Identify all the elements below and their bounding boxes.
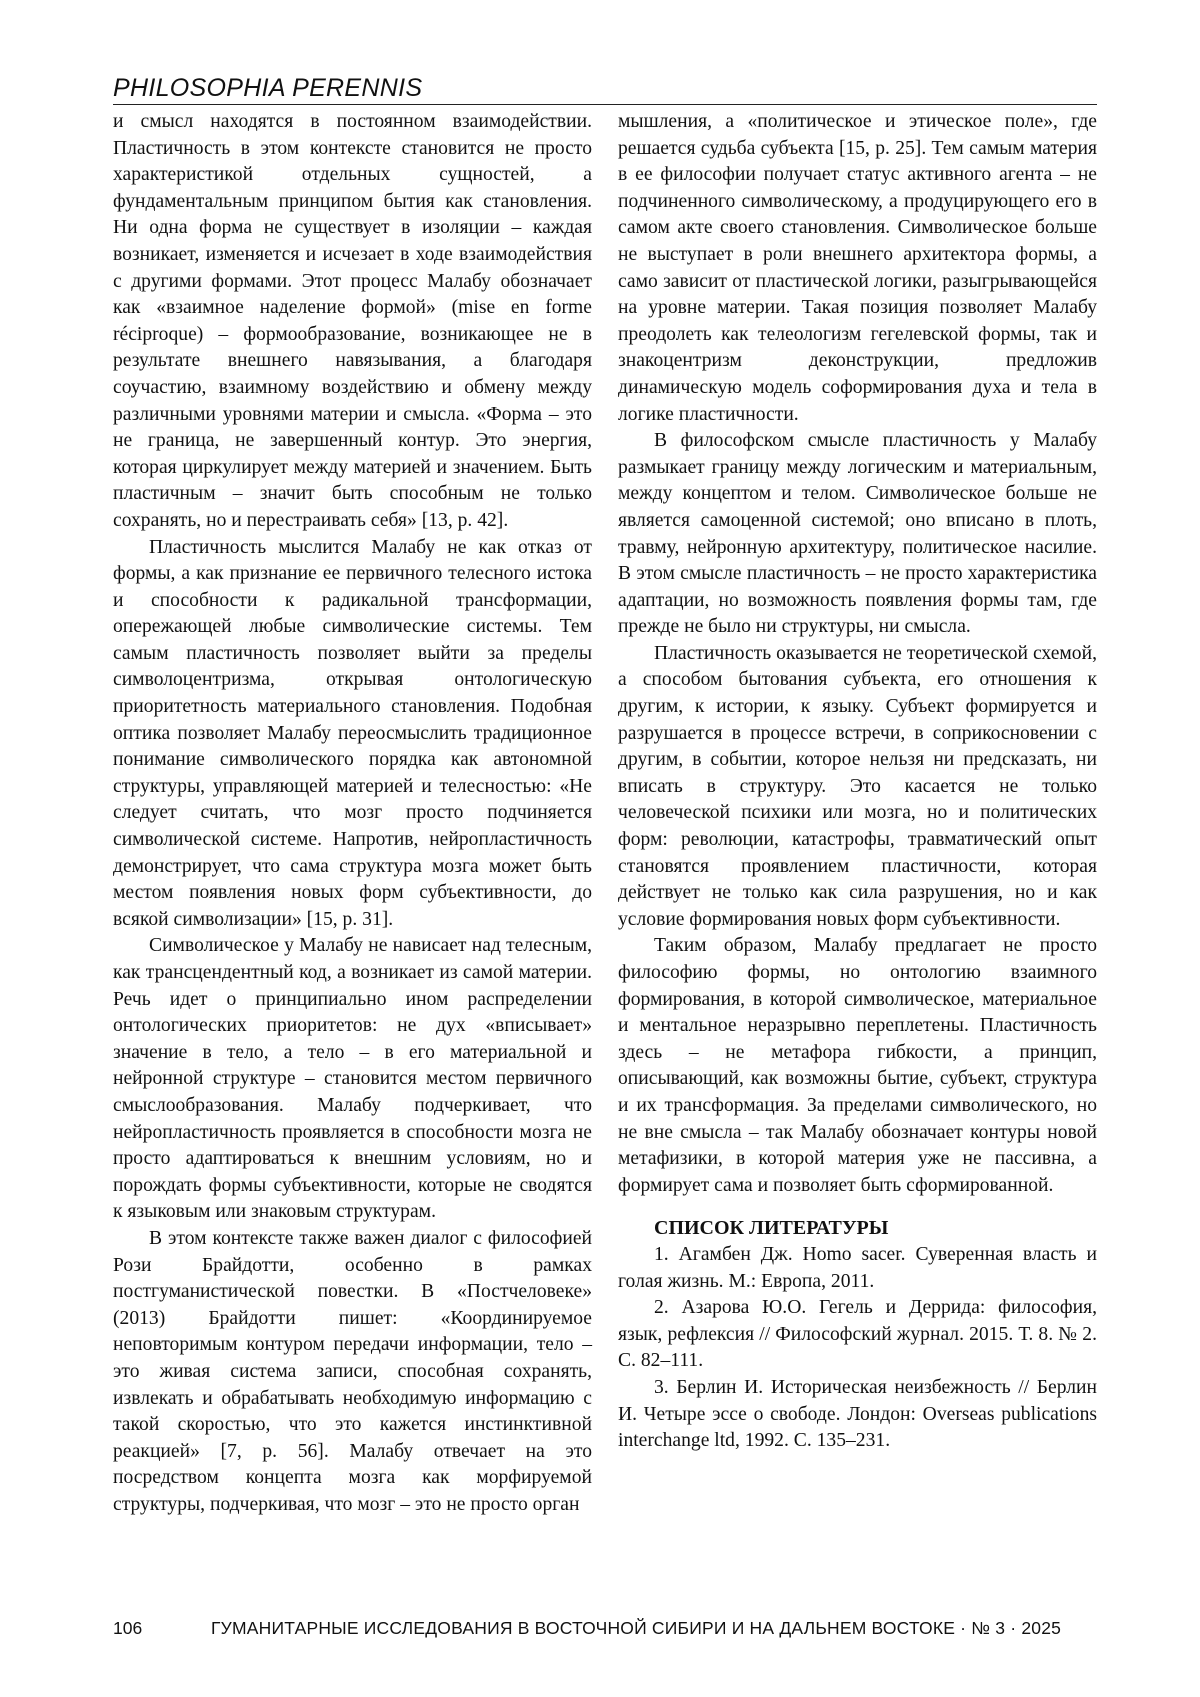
reference-item: 2. Азарова Ю.О. Гегель и Деррида: философия, язык, рефлексия // Философский журнал. 2015. Т. 8. № 2. С. 82–111. — [618, 1297, 1097, 1372]
paragraph: Пластичность оказывается не теоретической схемой, а способом бытования субъекта, его отношения к другим, к истории, к языку. Субъект формируется и разрушается в процессе встречи, в соприкосновении с другим, в событии, которое нельзя ни предсказать, ни вписать в структуру. Это касается не только человеческой психики или мозга, но и политических форм: революции, катастрофы, травматический опыт становятся проявлением пластичности, которая действует не только как сила разрушения, но и как условие формирования новых форм субъективности. — [618, 642, 1097, 930]
paragraph: В этом контексте также важен диалог с философией Рози Брайдотти, особенно в рамках постгуманистической повестки. В «Постчеловеке» (2013) Брайдотти пишет: «Координируемое неповторимым контуром передачи информации, тело – это живая система записи, способная сохранять, извлекать и обрабатывать необходимую информацию с такой скоростью, что это кажется инстинктивной реакцией» [7, p. 56]. Малабу отвечает на это посредством концепта мозга как морфируемой структуры, подчеркивая, что мозг – это не просто орган — [113, 1227, 592, 1515]
paragraph: Таким образом, Малабу предлагает не просто философию формы, но онтологию взаимного формирования, в которой символическое, материальное и ментальное неразрывно переплетены. Пластичность здесь – не метафора гибкости, а принцип, описывающий, как возможны бытие, субъект, структура и их трансформация. За пределами символического, но не вне смысла – так Малабу обозначает контуры новой метафизики, в которой материя уже не пассивна, а формирует сама и позволяет быть сформированной. — [618, 935, 1097, 1196]
paragraph: Пластичность мыслится Малабу не как отказ от формы, а как признание ее первичного телесного истока и способности к радикальной трансформации, опережающей любые символические системы. Тем самым пластичность позволяет выйти за пределы символоцентризма, открывая онтологическую приоритетность материального становления. Подобная оптика позволяет Малабу переосмыслить традиционное понимание символического порядка как автономной структуры, управляющей материей и телесностью: «Не следует считать, что мозг просто подчиняется символической системе. Напротив, нейропластичность демонстрирует, что сама структура мозга может быть местом появления новых форм субъективности, до всякой символизации» [15, p. 31]. — [113, 536, 592, 930]
journal-title: ГУМАНИТАРНЫЕ ИССЛЕДОВАНИЯ В ВОСТОЧНОЙ СИБИРИ И НА ДАЛЬНЕМ ВОСТОКЕ · № 3 · 2025 — [211, 1618, 1062, 1638]
paragraph: и смысл находятся в постоянном взаимодействии. Пластичность в этом контексте становится не просто характеристикой отдельных сущностей, а фундаментальным принципом бытия как становления. Ни одна форма не существует в изоляции – каждая возникает, изменяется и исчезает в ходе взаимодействия с другими формами. Этот процесс Малабу обозначает как «взаимное наделение формой» (mise en forme réciproque) – формообразование, возникающее не в результате внешнего навязывания, а благодаря соучастию, взаимному воздействию и обмену между различными уровнями материи и смысла. «Форма – это не граница, не завершенный контур. Это энергия, которая циркулирует между материей и значением. Быть пластичным – значит быть способным не только сохранять, но и перестраивать себя» [13, p. 42]. — [113, 111, 592, 531]
paragraph: В философском смысле пластичность у Малабу размыкает границу между логическим и материальным, между концептом и телом. Символическое больше не является самоценной системой; оно вписано в плоть, травму, нейронную архитектуру, политическое насилие. В этом смысле пластичность – не просто характеристика адаптации, но возможность появления формы там, где прежде не было ни структуры, ни смысла. — [618, 430, 1097, 638]
paragraph: Символическое у Малабу не нависает над телесным, как трансцендентный код, а возникает из самой материи. Речь идет о принципиально ином распределении онтологических приоритетов: не дух «вписывает» значение в тело, а тело – в его материальной и нейронной структуре – становится местом первичного смыслообразования. Малабу подчеркивает, что нейропластичность проявляется в способности мозга не просто адаптироваться к внешним условиям, но и порождать формы субъективности, которые не сводятся к языковым или знаковым структурам. — [113, 935, 592, 1223]
references-heading: СПИСОК ЛИТЕРАТУРЫ — [654, 1217, 889, 1240]
right-column — [618, 109, 1097, 1455]
running-head: PHILOSOPHIA PERENNIS — [113, 74, 423, 102]
header-rule — [113, 104, 1097, 105]
left-column — [113, 109, 592, 1518]
paragraph: мышления, а «политическое и этическое поле», где решается судьба субъекта [15, p. 25]. Тем самым материя в ее философии получает статус активного агента – не подчиненного символическому, а продуцирующего его в самом акте своего становления. Символическое больше не выступает в роли внешнего архитектора формы, а само зависит от пластической логики, разыгрывающейся на уровне материи. Такая позиция позволяет Малабу преодолеть как телеологизм гегелевской формы, так и знакоцентризм деконструкции, предложив динамическую модель соформирования духа и тела в логике пластичности. — [618, 111, 1097, 425]
reference-item: 1. Агамбен Дж. Homo sacer. Суверенная власть и голая жизнь. М.: Европа, 2011. — [618, 1243, 1097, 1292]
page-number: 106 — [113, 1618, 143, 1638]
reference-item: 3. Берлин И. Историческая неизбежность // Берлин И. Четыре эссе о свободе. Лондон: Overseas publications interchange ltd, 1992. С. 135–231. — [618, 1376, 1097, 1452]
